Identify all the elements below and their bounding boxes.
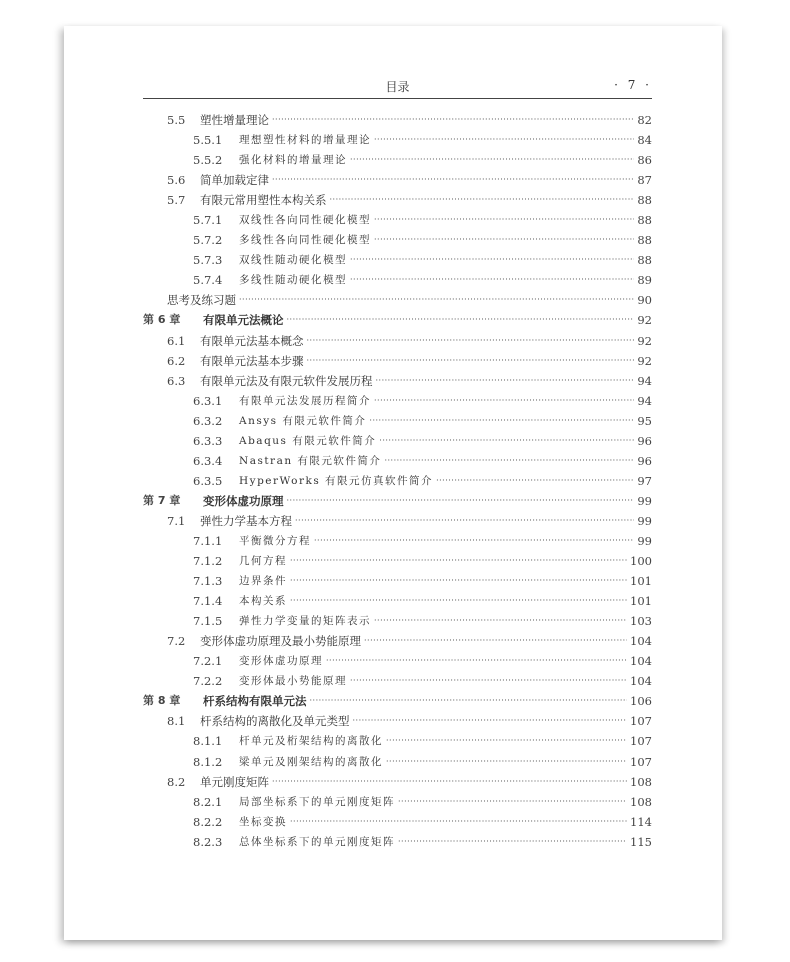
toc-entry-number: 5.7.3	[193, 253, 223, 268]
toc-entry[interactable]	[143, 130, 652, 150]
toc-entry-page: 101	[630, 574, 652, 589]
toc-entry-page: 84	[637, 133, 652, 148]
toc-entry[interactable]	[143, 491, 652, 511]
toc-entry-number: 第 8 章	[143, 694, 181, 708]
dot-leader	[295, 514, 634, 528]
toc-entry-page: 94	[637, 373, 652, 388]
toc-entry[interactable]	[143, 290, 652, 310]
toc-entry-page: 96	[637, 453, 652, 468]
toc-entry-number: 7.1.1	[193, 534, 223, 548]
toc-entry-page: 106	[630, 694, 652, 709]
dot-leader	[290, 554, 627, 568]
toc-entry[interactable]	[143, 150, 652, 170]
toc-entry[interactable]	[143, 571, 652, 591]
toc-entry-page: 99	[637, 534, 652, 548]
toc-entry-title: 有限单元法发展历程简介	[239, 394, 371, 407]
header-rule	[143, 98, 652, 99]
toc-entry-number: 7.1.2	[193, 554, 223, 569]
toc-entry-page: 96	[637, 433, 652, 448]
dot-leader	[350, 273, 634, 287]
toc-entry[interactable]	[143, 431, 652, 451]
dot-leader	[272, 775, 627, 789]
toc-entry-page: 108	[630, 774, 652, 789]
toc-entry-title: 平衡微分方程	[239, 535, 311, 547]
toc-entry-number: 8.2.1	[193, 794, 223, 809]
toc-entry[interactable]	[143, 250, 652, 270]
dot-leader	[374, 394, 634, 408]
toc-entry-number: 8.2.2	[193, 814, 223, 829]
toc-entry-number: 第 6 章	[143, 313, 181, 327]
toc-entry-title: 杆系结构的离散化及单元类型	[200, 714, 350, 729]
dot-leader	[307, 334, 635, 348]
toc-entry[interactable]	[143, 591, 652, 611]
table-of-contents	[143, 110, 652, 852]
toc-entry-title: 坐标变换	[239, 815, 287, 828]
toc-entry-title: 变形体虚功原理	[203, 493, 284, 508]
toc-entry[interactable]	[143, 812, 652, 832]
toc-entry-page: 88	[637, 193, 652, 208]
toc-entry-number: 7.1.4	[193, 594, 223, 609]
toc-entry[interactable]	[143, 651, 652, 671]
toc-entry-number: 7.1.5	[193, 614, 223, 629]
toc-entry-page: 88	[637, 253, 652, 268]
dot-leader	[398, 835, 627, 849]
toc-entry-page: 101	[630, 594, 652, 609]
toc-entry[interactable]	[143, 711, 652, 731]
toc-entry-number: 8.1.1	[193, 734, 223, 749]
dot-leader	[272, 173, 634, 187]
dot-leader	[350, 253, 634, 267]
toc-entry[interactable]	[143, 832, 652, 852]
toc-entry-number: 8.1	[167, 714, 186, 729]
toc-entry[interactable]	[143, 451, 652, 471]
dot-leader	[310, 694, 628, 708]
toc-entry-page: 89	[637, 273, 652, 288]
dot-leader	[290, 574, 627, 588]
toc-entry-title: 杆系结构有限单元法	[203, 694, 307, 709]
toc-entry-number: 7.2	[167, 634, 186, 649]
toc-entry-page: 114	[630, 814, 652, 829]
toc-entry-number: 5.7.2	[193, 233, 223, 248]
toc-entry-title: 杆单元及桁架结构的离散化	[239, 735, 383, 748]
toc-entry-page: 103	[630, 614, 652, 629]
toc-entry-number: 7.2.2	[193, 674, 223, 689]
toc-entry-number: 6.3.3	[193, 433, 223, 448]
toc-entry-number: 第 7 章	[143, 493, 181, 507]
toc-entry[interactable]	[143, 190, 652, 210]
toc-entry-number: 6.3.4	[193, 453, 223, 468]
toc-entry-title: 有限单元法概论	[203, 313, 284, 328]
dot-leader	[287, 494, 635, 508]
toc-entry[interactable]	[143, 371, 652, 391]
toc-entry-number: 6.2	[167, 353, 186, 368]
toc-entry-page: 88	[637, 233, 652, 248]
toc-entry-title: 边界条件	[239, 575, 287, 588]
toc-entry[interactable]	[143, 110, 652, 130]
dot-leader	[326, 654, 627, 668]
toc-entry[interactable]	[143, 731, 652, 751]
toc-entry-number: 8.2.3	[193, 834, 223, 849]
dot-leader	[350, 674, 627, 688]
toc-entry[interactable]	[143, 752, 652, 772]
toc-entry[interactable]	[143, 671, 652, 691]
dot-leader	[384, 454, 634, 468]
toc-entry[interactable]	[143, 210, 652, 230]
toc-entry-title: Ansys 有限元软件简介	[239, 414, 367, 427]
toc-entry[interactable]	[143, 631, 652, 651]
toc-entry-number: 7.2.1	[193, 654, 223, 669]
toc-entry[interactable]	[143, 772, 652, 792]
toc-entry-title: HyperWorks 有限元仿真软件简介	[239, 474, 434, 487]
toc-entry-title: 梁单元及刚架结构的离散化	[239, 755, 383, 768]
toc-entry-page: 94	[637, 393, 652, 408]
toc-entry-page: 107	[630, 714, 652, 729]
toc-entry[interactable]	[143, 310, 652, 330]
toc-entry-title: 有限单元法及有限元软件发展历程	[200, 373, 373, 388]
toc-entry[interactable]	[143, 270, 652, 290]
toc-entry-title: 有限单元法基本概念	[200, 333, 304, 348]
running-header	[143, 78, 652, 98]
toc-entry[interactable]	[143, 170, 652, 190]
toc-entry-number: 5.7.1	[193, 213, 223, 228]
dot-leader	[379, 434, 634, 448]
toc-entry-number: 6.3.2	[193, 413, 223, 428]
toc-entry[interactable]	[143, 551, 652, 571]
toc-entry-title: 几何方程	[239, 555, 287, 568]
toc-entry-page: 107	[630, 734, 652, 749]
header-page-number: · 7 ·	[614, 78, 652, 92]
toc-entry-title: 思考及练习题	[167, 293, 236, 308]
toc-entry-title: 有限单元法基本步骤	[200, 353, 304, 368]
toc-entry-page: 97	[637, 473, 652, 488]
toc-entry-page: 88	[637, 213, 652, 228]
toc-entry-title: Abaqus 有限元软件简介	[239, 434, 377, 447]
toc-entry-page: 100	[630, 554, 652, 569]
toc-entry-title: Nastran 有限元软件简介	[239, 454, 382, 467]
dot-leader	[398, 795, 627, 809]
toc-entry-number: 6.3.5	[193, 473, 223, 488]
toc-entry[interactable]	[143, 391, 652, 411]
toc-entry-title: 双线性各向同性硬化模型	[239, 214, 371, 227]
toc-entry-title: 弹性力学变量的矩阵表示	[239, 615, 371, 628]
dot-leader	[272, 113, 634, 127]
dot-leader	[386, 755, 627, 769]
toc-entry-number: 8.1.2	[193, 754, 223, 769]
dot-leader	[290, 815, 627, 829]
toc-entry-number: 5.5	[167, 113, 186, 128]
toc-entry-number: 5.5.1	[193, 133, 223, 148]
toc-entry-page: 104	[630, 634, 652, 649]
toc-entry[interactable]	[143, 691, 652, 711]
toc-entry-page: 92	[637, 333, 652, 348]
toc-entry-title: 双线性随动硬化模型	[239, 254, 347, 267]
toc-entry-number: 5.5.2	[193, 153, 223, 168]
toc-entry-title: 变形体最小势能原理	[239, 675, 347, 688]
toc-entry-number: 6.1	[167, 333, 186, 348]
toc-entry-number: 5.6	[167, 173, 186, 188]
toc-entry[interactable]	[143, 411, 652, 431]
toc-entry[interactable]	[143, 531, 652, 551]
dot-leader	[239, 293, 634, 307]
toc-entry-title: 多线性各向同性硬化模型	[239, 234, 371, 247]
toc-entry-page: 108	[630, 794, 652, 809]
dot-leader	[287, 313, 635, 327]
dot-leader	[374, 614, 627, 628]
toc-entry-title: 弹性力学基本方程	[200, 513, 292, 528]
toc-entry-page: 92	[637, 313, 652, 328]
toc-entry-page: 92	[637, 353, 652, 368]
toc-entry-number: 5.7	[167, 193, 186, 208]
toc-entry[interactable]	[143, 471, 652, 491]
dot-leader	[374, 233, 634, 247]
dot-leader	[386, 734, 627, 748]
toc-entry-number: 5.7.4	[193, 273, 223, 288]
toc-entry[interactable]	[143, 351, 652, 371]
toc-entry-number: 7.1.3	[193, 574, 223, 589]
toc-entry-page: 82	[637, 113, 652, 128]
toc-entry-title: 有限元常用塑性本构关系	[200, 193, 327, 208]
dot-leader	[353, 714, 628, 728]
toc-entry-number: 6.3.1	[193, 393, 223, 408]
toc-entry-title: 理想塑性材料的增量理论	[239, 134, 371, 147]
dot-leader	[436, 474, 634, 488]
toc-entry-page: 87	[637, 173, 652, 188]
dot-leader	[290, 594, 627, 608]
toc-entry-page: 99	[637, 493, 652, 508]
toc-entry-page: 104	[630, 674, 652, 689]
dot-leader	[330, 193, 635, 207]
toc-entry[interactable]	[143, 611, 652, 631]
toc-entry-page: 95	[637, 413, 652, 428]
toc-entry-title: 强化材料的增量理论	[239, 154, 347, 167]
toc-entry-page: 90	[637, 293, 652, 308]
toc-entry[interactable]	[143, 230, 652, 250]
dot-leader	[369, 414, 634, 428]
toc-entry-title: 简单加载定律	[200, 173, 269, 188]
dot-leader	[314, 534, 634, 548]
dot-leader	[364, 634, 627, 648]
toc-entry-number: 6.3	[167, 373, 186, 388]
toc-entry-title: 塑性增量理论	[200, 113, 269, 128]
toc-entry-page: 115	[630, 834, 652, 849]
toc-entry-title: 局部坐标系下的单元刚度矩阵	[239, 795, 395, 808]
dot-leader	[374, 133, 634, 147]
toc-entry-title: 本构关系	[239, 595, 287, 608]
toc-entry-page: 99	[637, 513, 652, 528]
toc-entry-title: 变形体虚功原理及最小势能原理	[200, 634, 361, 649]
toc-entry-title: 总体坐标系下的单元刚度矩阵	[239, 835, 395, 848]
toc-entry-title: 变形体虚功原理	[239, 655, 323, 668]
toc-entry-number: 7.1	[167, 513, 186, 528]
toc-entry-title: 单元刚度矩阵	[200, 774, 269, 789]
toc-entry-title: 多线性随动硬化模型	[239, 274, 347, 287]
dot-leader	[307, 354, 635, 368]
toc-entry-page: 107	[630, 754, 652, 769]
toc-entry-page: 86	[637, 153, 652, 168]
toc-entry-page: 104	[630, 654, 652, 669]
dot-leader	[350, 153, 634, 167]
header-title: 目录	[385, 80, 410, 94]
toc-entry[interactable]	[143, 792, 652, 812]
dot-leader	[374, 213, 634, 227]
toc-entry[interactable]	[143, 511, 652, 531]
toc-entry[interactable]	[143, 331, 652, 351]
dot-leader	[376, 374, 635, 388]
toc-entry-number: 8.2	[167, 774, 186, 789]
